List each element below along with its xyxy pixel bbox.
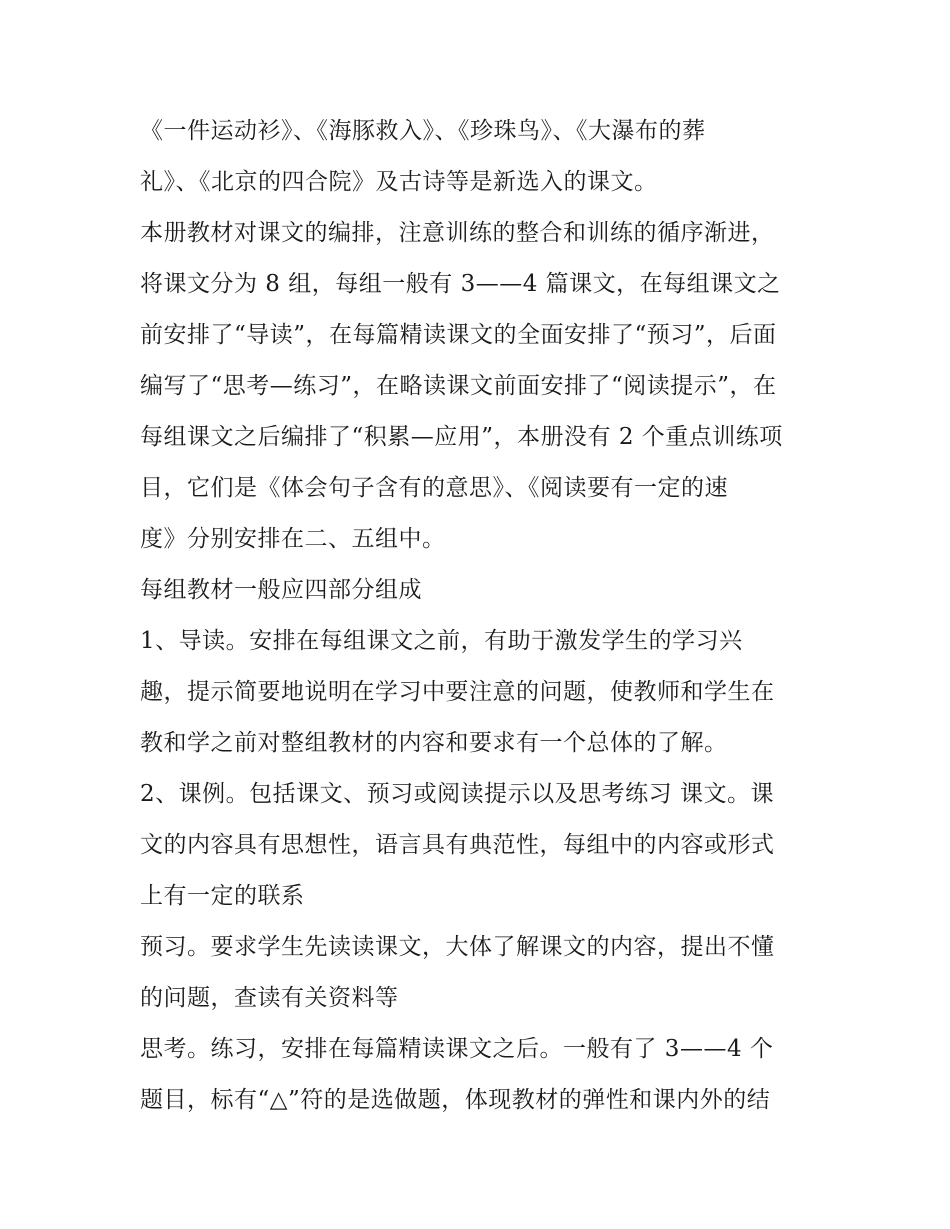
text-line: 前安排了“导读”，在每篇精读课文的全面安排了“预习”，后面 — [140, 322, 777, 348]
text-line: 题目，标有“△”符的是选做题，体现教材的弹性和课内外的结 — [140, 1087, 771, 1113]
text-line: 教和学之前对整组教材的内容和要求有一个总体的了解。 — [140, 730, 728, 756]
document-body — [140, 106, 820, 1126]
text-line: 每组课文之后编排了“积累—应用”，本册没有 2 个重点训练项 — [140, 424, 783, 450]
text-line: 《一件运动衫》、《海豚救入》、《珍珠鸟》、《大瀑布的葬 — [140, 118, 706, 144]
text-line: 1、导读。安排在每组课文之前，有助于激发学生的学习兴 — [140, 628, 743, 654]
text-line: 的问题，查读有关资料等 — [140, 985, 399, 1011]
text-line: 预习。要求学生先读读课文，大体了解课文的内容，提出不懂 — [140, 934, 775, 960]
text-line: 思考。练习，安排在每篇精读课文之后。一般有了 3——4 个 — [140, 1036, 774, 1062]
text-line: 上有一定的联系 — [140, 883, 305, 909]
text-line: 度》分别安排在二、五组中。 — [140, 526, 446, 552]
text-line: 将课文分为 8 组，每组一般有 3——4 篇课文，在每组课文之 — [140, 271, 781, 297]
text-line: 编写了“思考—练习”，在略读课文前面安排了“阅读提示”，在 — [140, 373, 777, 399]
text-line: 文的内容具有思想性，语言具有典范性，每组中的内容或形式 — [140, 832, 775, 858]
text-line: 礼》、《北京的四合院》及古诗等是新选入的课文。 — [140, 169, 658, 195]
text-line: 趣，提示简要地说明在学习中要注意的问题，使教师和学生在 — [140, 679, 775, 705]
text-line: 2、课例。包括课文、预习或阅读提示以及思考练习 课文。课 — [140, 781, 774, 807]
text-line: 目，它们是《体会句子含有的意思》、《阅读要有一定的速 — [140, 475, 728, 501]
text-line: 每组教材一般应四部分组成 — [140, 577, 422, 603]
text-line: 本册教材对课文的编排，注意训练的整合和训练的循序渐进， — [140, 220, 775, 246]
